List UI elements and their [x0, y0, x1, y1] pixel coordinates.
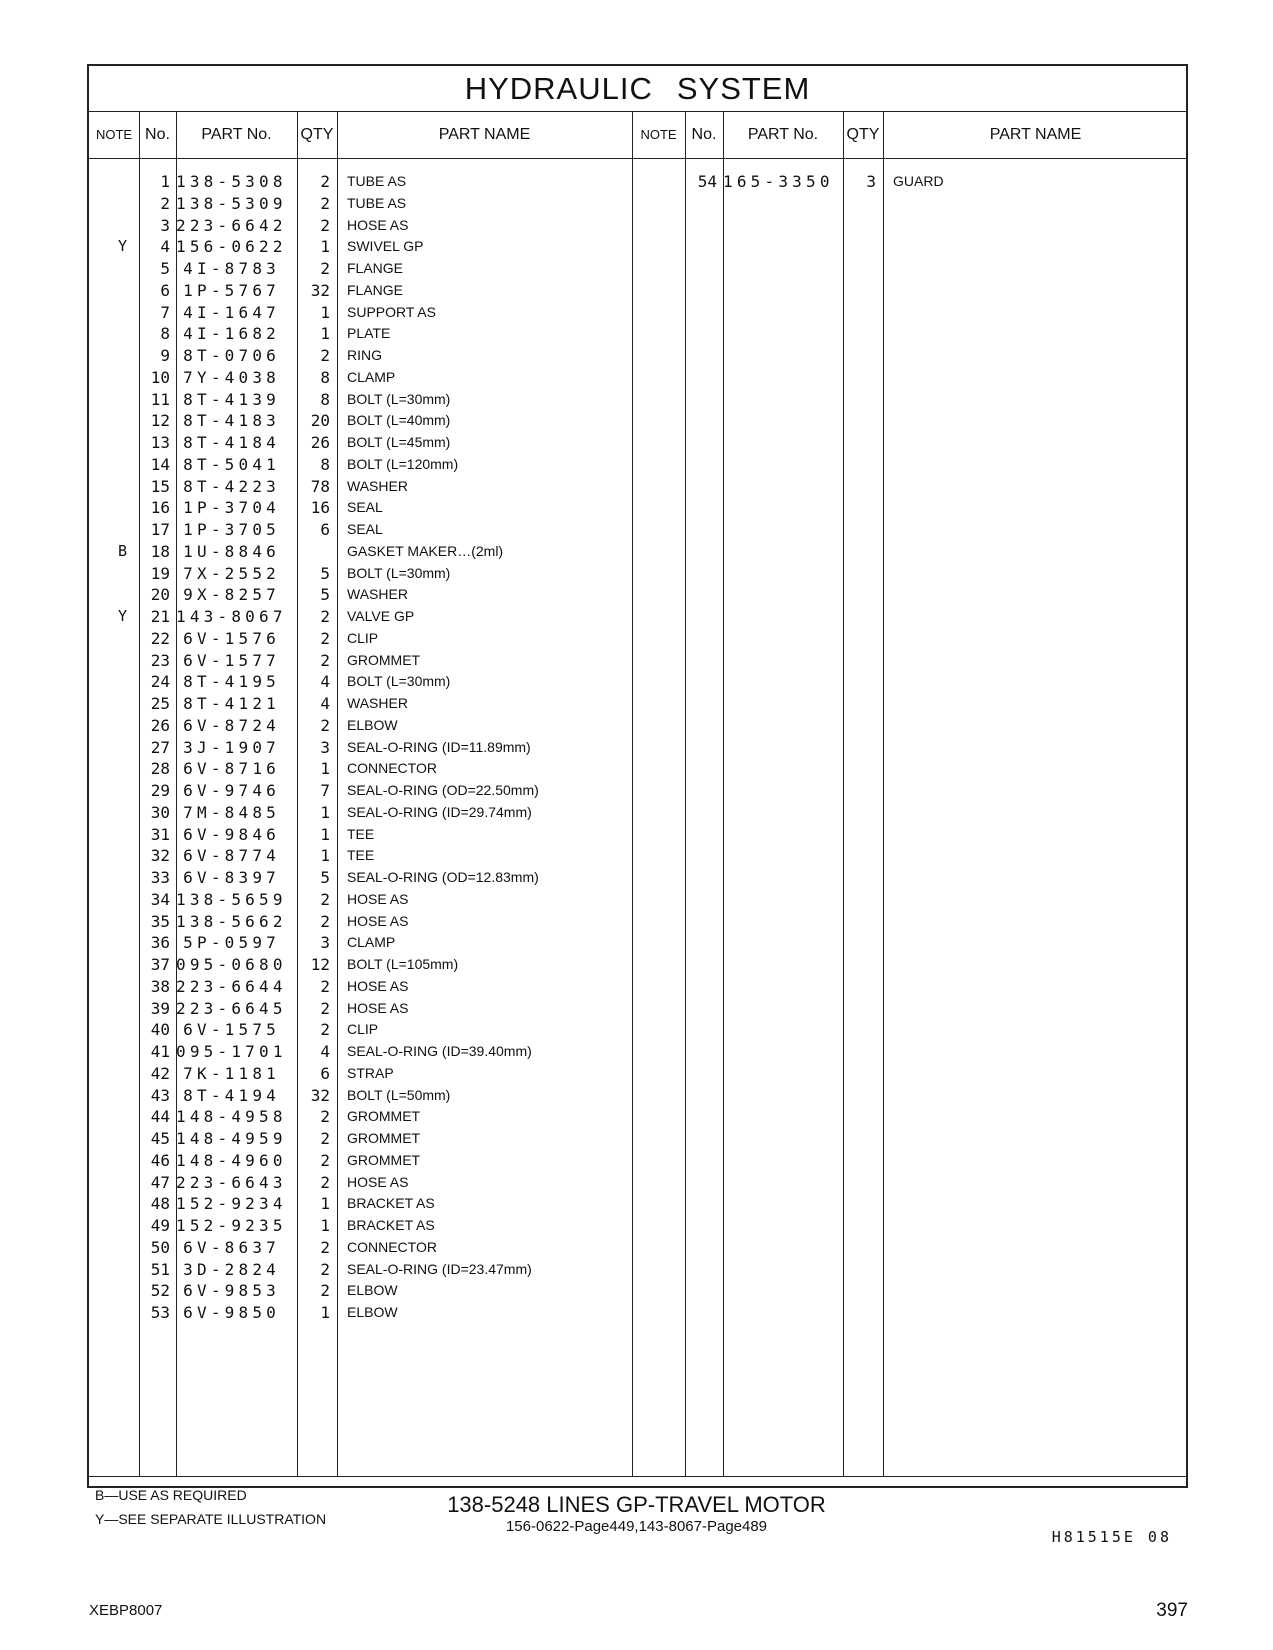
part-number: 8T-4223: [183, 476, 280, 496]
part-name: SEAL-O-RING (ID=29.74mm): [347, 803, 532, 820]
header-note-left: NOTE: [95, 127, 133, 142]
table-row: [89, 997, 1186, 1020]
table-row: [89, 779, 1186, 802]
table-row: [89, 1018, 1186, 1041]
notes-divider: [89, 1476, 1186, 1477]
note-cell: Y: [117, 237, 128, 256]
item-number: 27: [150, 737, 170, 757]
part-name: GROMMET: [347, 1151, 421, 1168]
quantity: 1: [320, 759, 330, 779]
quantity: 2: [320, 172, 330, 191]
table-row: [89, 627, 1186, 650]
item-number: 54: [697, 172, 717, 191]
quantity: 1: [320, 802, 330, 822]
table-row: [89, 322, 1186, 345]
section-title-left: HYDRAULIC: [464, 71, 653, 106]
table-row: [89, 1301, 1186, 1324]
part-name: CLAMP: [347, 934, 396, 951]
table-row: [89, 605, 1186, 628]
table-row: [89, 214, 1186, 237]
item-number: 34: [150, 889, 170, 909]
quantity: 8: [320, 367, 330, 387]
quantity: 6: [320, 1063, 330, 1083]
quantity: 2: [320, 1020, 330, 1040]
item-number: 23: [150, 650, 170, 670]
section-title-right: SYSTEM: [676, 71, 811, 106]
quantity: 78: [310, 476, 330, 496]
item-number: 21: [150, 607, 170, 626]
footnote-b: B—USE AS REQUIRED: [95, 1487, 247, 1503]
item-number: 36: [150, 933, 170, 953]
part-number: 3D-2824: [183, 1259, 280, 1279]
part-number: 8T-0706: [183, 346, 280, 365]
quantity: 5: [320, 563, 330, 583]
table-row: [89, 931, 1186, 954]
table-row: [89, 866, 1186, 889]
part-name: SEAL-O-RING (OD=22.50mm): [347, 782, 539, 798]
table-row: [89, 1149, 1186, 1172]
part-number: 6V-8397: [183, 868, 280, 887]
part-number: 6V-1577: [183, 650, 280, 670]
quantity: 2: [320, 1259, 330, 1279]
part-number: 223-6645: [176, 998, 287, 1018]
part-number: 223-6642: [176, 215, 287, 235]
item-number: 3: [160, 215, 170, 235]
item-number: 7: [160, 302, 170, 322]
item-number: 50: [150, 1237, 170, 1257]
table-row: [89, 1279, 1186, 1302]
part-number: 1U-8846: [183, 541, 280, 561]
quantity: [297, 540, 330, 563]
part-number: 148-4959: [176, 1129, 287, 1148]
item-number: 29: [150, 781, 170, 800]
part-number: 6V-8724: [183, 715, 280, 735]
quantity: 8: [320, 389, 330, 409]
quantity: 3: [320, 737, 330, 757]
header-qty-right: QTY: [846, 126, 880, 143]
table-row: [89, 431, 1186, 454]
quantity: 1: [320, 1216, 330, 1235]
table-row: [89, 301, 1186, 324]
part-name: CONNECTOR: [347, 760, 437, 777]
part-number: 7M-8485: [183, 802, 280, 822]
part-number: 138-5662: [176, 911, 287, 931]
item-number: 9: [160, 346, 170, 365]
table-row: [89, 518, 1186, 541]
quantity: 1: [320, 824, 330, 844]
part-name: HOSE AS: [347, 999, 409, 1016]
quantity: 26: [310, 433, 330, 452]
part-number: 8T-4184: [183, 433, 280, 452]
item-number: 52: [150, 1281, 170, 1301]
quantity: 5: [320, 868, 330, 887]
footnote-y: Y—SEE SEPARATE ILLUSTRATION: [95, 1511, 327, 1527]
part-number: 152-9235: [176, 1216, 287, 1235]
table-row: [89, 670, 1186, 693]
item-number: 33: [150, 868, 170, 887]
item-number: 31: [150, 824, 170, 844]
header-no-right: No.: [691, 126, 717, 143]
quantity: 4: [320, 1042, 330, 1061]
part-number: 4I-1647: [183, 302, 280, 322]
part-name: HOSE AS: [347, 912, 409, 929]
item-number: 45: [150, 1129, 170, 1148]
item-number: 41: [150, 1042, 170, 1061]
part-number: 8T-5041: [183, 454, 280, 474]
quantity: 12: [310, 955, 330, 974]
item-number: 44: [150, 1107, 170, 1127]
part-number: 7X-2552: [183, 563, 280, 583]
table-row: [89, 975, 1186, 998]
item-number: 47: [150, 1172, 170, 1192]
quantity: 2: [320, 1172, 330, 1192]
header-part-name-left: PART NAME: [438, 126, 531, 143]
quantity: 2: [320, 1237, 330, 1257]
table-row: [89, 910, 1186, 933]
parts-table-body: [89, 159, 1186, 1478]
part-name: BOLT (L=30mm): [347, 564, 451, 581]
part-name: SWIVEL GP: [347, 238, 424, 255]
part-number: 8T-4195: [183, 672, 280, 692]
item-number: 6: [160, 280, 170, 300]
table-row: [89, 235, 1186, 258]
quantity: 2: [320, 259, 330, 278]
item-number: 2: [160, 193, 170, 213]
table-row: [89, 344, 1186, 367]
part-number: 3J-1907: [183, 737, 280, 757]
table-row: [89, 1236, 1186, 1259]
quantity: 2: [320, 976, 330, 996]
part-number: 4I-8783: [183, 259, 280, 278]
part-number: 8T-4139: [183, 389, 280, 409]
part-name: STRAP: [347, 1064, 394, 1081]
quantity: 32: [310, 1085, 330, 1105]
quantity: 8: [320, 454, 330, 474]
item-number: 25: [150, 694, 170, 713]
item-number: 30: [150, 802, 170, 822]
part-number: 138-5309: [176, 193, 287, 213]
table-row: [89, 844, 1186, 867]
part-number: 7K-1181: [183, 1063, 280, 1083]
part-name: SEAL: [347, 499, 383, 516]
quantity: 2: [320, 1150, 330, 1170]
item-number: 24: [150, 672, 170, 692]
table-row: [89, 649, 1186, 672]
part-name: GASKET MAKER…(2ml): [347, 542, 504, 559]
table-row: [89, 192, 1186, 215]
table-row: [89, 366, 1186, 389]
illustration-code: H81515E 08: [1051, 1528, 1172, 1546]
quantity: 20: [310, 411, 330, 431]
part-number: 1P-3704: [183, 498, 280, 518]
quantity: 2: [320, 889, 330, 909]
part-number: 223-6643: [176, 1172, 287, 1192]
part-number: 223-6644: [176, 976, 287, 996]
item-number: 14: [150, 454, 170, 474]
part-name: BRACKET AS: [347, 1217, 435, 1233]
quantity: 2: [320, 911, 330, 931]
part-name: FLANGE: [347, 281, 404, 298]
quantity: 5: [320, 585, 330, 605]
table-row: [89, 583, 1186, 606]
quantity: 2: [320, 650, 330, 670]
header-part-no-left: PART No.: [201, 126, 272, 143]
part-name: SEAL: [347, 521, 383, 537]
item-number: 39: [150, 998, 170, 1018]
part-name: WASHER: [347, 586, 408, 603]
item-number: 12: [150, 411, 170, 431]
note-cell: Y: [117, 607, 128, 625]
part-number: 4I-1682: [183, 324, 280, 344]
group-title: 138-5248 LINES GP-TRAVEL MOTOR: [447, 1492, 826, 1517]
quantity: 4: [320, 694, 330, 713]
table-row: [89, 1062, 1186, 1085]
part-name: SEAL-O-RING (OD=12.83mm): [347, 869, 539, 885]
table-row: [89, 496, 1186, 519]
part-name: CLAMP: [347, 368, 396, 385]
part-name: BOLT (L=120mm): [347, 455, 459, 472]
quantity: 1: [320, 237, 330, 257]
part-name: BOLT (L=30mm): [347, 390, 451, 407]
table-row: [89, 388, 1186, 411]
part-number: 6V-9853: [183, 1281, 280, 1301]
table-row: [89, 801, 1186, 824]
quantity: 1: [320, 846, 330, 866]
part-number: 165-3350: [723, 172, 834, 191]
item-number: 51: [150, 1259, 170, 1279]
part-number: 7Y-4038: [183, 367, 280, 387]
part-number: 156-0622: [176, 237, 287, 257]
part-number: 6V-1575: [183, 1020, 280, 1040]
part-number: 6V-9746: [183, 781, 280, 800]
part-number: 148-4960: [176, 1150, 287, 1170]
quantity: 1: [320, 302, 330, 322]
part-name: CONNECTOR: [347, 1238, 437, 1255]
publication-code: XEBP8007: [89, 1602, 163, 1619]
quantity: 2: [320, 607, 330, 626]
item-number: 5: [160, 259, 170, 278]
quantity: 2: [320, 628, 330, 648]
quantity: 1: [320, 1194, 330, 1214]
part-number: 095-0680: [176, 955, 287, 974]
part-number: 095-1701: [176, 1042, 287, 1061]
part-name: HOSE AS: [347, 977, 409, 994]
table-row: [89, 1127, 1186, 1150]
part-number: 8T-4183: [183, 411, 280, 431]
part-name: BRACKET AS: [347, 1195, 435, 1212]
quantity: 2: [320, 1281, 330, 1301]
part-name: BOLT (L=45mm): [347, 434, 451, 450]
part-name: GROMMET: [347, 1130, 421, 1146]
part-number: 138-5308: [176, 172, 287, 191]
item-number: 38: [150, 976, 170, 996]
table-row: [89, 888, 1186, 911]
part-number: 6V-9846: [183, 824, 280, 844]
part-name: CLIP: [347, 629, 379, 646]
part-number: 148-4958: [176, 1107, 287, 1127]
part-name: HOSE AS: [347, 1173, 409, 1190]
part-number: 6V-9850: [183, 1303, 280, 1322]
item-number: 32: [150, 846, 170, 866]
table-row: [89, 170, 1186, 193]
part-name: GROMMET: [347, 651, 421, 668]
part-number: 5P-0597: [183, 933, 280, 953]
quantity: 2: [320, 346, 330, 365]
part-number: 143-8067: [176, 607, 287, 626]
part-number: 8T-4194: [183, 1085, 280, 1105]
part-name: ELBOW: [347, 1282, 398, 1299]
part-name: SEAL-O-RING (ID=23.47mm): [347, 1260, 532, 1277]
quantity: 16: [310, 498, 330, 518]
table-row: [89, 1084, 1186, 1107]
part-number: 138-5659: [176, 889, 287, 909]
table-row: [89, 692, 1186, 715]
item-number: 42: [150, 1063, 170, 1083]
part-name: HOSE AS: [347, 216, 409, 233]
table-row: [89, 279, 1186, 302]
table-row: [89, 1105, 1186, 1128]
part-name: SUPPORT AS: [347, 303, 436, 320]
quantity: 7: [320, 781, 330, 800]
part-name: TUBE AS: [347, 194, 407, 211]
table-row: [89, 953, 1186, 976]
table-row: [89, 714, 1186, 737]
item-number: 40: [150, 1020, 170, 1040]
header-part-name-right: PART NAME: [989, 126, 1082, 143]
item-number: 1: [160, 172, 170, 191]
quantity: 3: [320, 933, 330, 953]
item-number: 53: [150, 1303, 170, 1322]
part-name: RING: [347, 347, 382, 363]
table-row: [89, 409, 1186, 432]
part-name: HOSE AS: [347, 890, 409, 907]
part-name: GUARD: [893, 173, 944, 189]
group-subtitle: 156-0622-Page449,143-8067-Page489: [505, 1518, 768, 1535]
quantity: 2: [320, 215, 330, 235]
part-name: BOLT (L=40mm): [347, 412, 451, 429]
part-name: ELBOW: [347, 1304, 398, 1320]
part-name: TUBE AS: [347, 173, 407, 189]
quantity: 3: [866, 172, 876, 191]
part-name: BOLT (L=50mm): [347, 1086, 451, 1103]
part-name: WASHER: [347, 477, 408, 494]
item-number: 28: [150, 759, 170, 779]
table-row: [89, 1171, 1186, 1194]
table-row: [89, 1214, 1186, 1237]
section-title: [89, 66, 1186, 112]
item-number: 11: [150, 389, 170, 409]
quantity: 4: [320, 672, 330, 692]
part-number: 152-9234: [176, 1194, 287, 1214]
table-row: [89, 1258, 1186, 1281]
quantity: 2: [320, 715, 330, 735]
page-number: 397: [1156, 1600, 1188, 1621]
quantity: 2: [320, 1129, 330, 1148]
part-name: SEAL-O-RING (ID=11.89mm): [347, 738, 531, 755]
item-number: 17: [150, 520, 170, 539]
quantity: 2: [320, 1107, 330, 1127]
part-name: VALVE GP: [347, 608, 415, 624]
quantity: 1: [320, 1303, 330, 1322]
item-number: 22: [150, 628, 170, 648]
item-number: 8: [160, 324, 170, 344]
part-name: FLANGE: [347, 260, 404, 276]
item-number: 15: [150, 476, 170, 496]
table-row: [89, 1040, 1186, 1063]
quantity: 1: [320, 324, 330, 344]
part-name: PLATE: [347, 325, 391, 342]
item-number: 20: [150, 585, 170, 605]
item-number: 48: [150, 1194, 170, 1214]
note-cell: [632, 170, 685, 193]
table-row: [89, 540, 1186, 563]
part-name: WASHER: [347, 695, 408, 711]
part-number: 1P-5767: [183, 280, 280, 300]
quantity: 2: [320, 998, 330, 1018]
item-number: 26: [150, 715, 170, 735]
table-row: [89, 475, 1186, 498]
item-number: 13: [150, 433, 170, 452]
table-row: [89, 453, 1186, 476]
part-name: GROMMET: [347, 1108, 421, 1125]
item-number: 18: [150, 541, 170, 561]
note-cell: B: [117, 541, 128, 560]
item-number: 4: [160, 237, 170, 257]
header-qty-left: QTY: [300, 126, 334, 143]
item-number: 37: [150, 955, 170, 974]
part-number: 8T-4121: [183, 694, 280, 713]
part-name: BOLT (L=30mm): [347, 673, 451, 690]
item-number: 16: [150, 498, 170, 518]
quantity: 32: [310, 280, 330, 300]
table-header: [89, 112, 1186, 159]
quantity: 6: [320, 520, 330, 539]
quantity: 2: [320, 193, 330, 213]
part-name: BOLT (L=105mm): [347, 956, 459, 972]
item-number: 46: [150, 1150, 170, 1170]
part-number: 6V-1576: [183, 628, 280, 648]
table-row: [89, 257, 1186, 280]
part-number: 9X-8257: [183, 585, 280, 605]
part-name: SEAL-O-RING (ID=39.40mm): [347, 1043, 532, 1059]
header-note-right: NOTE: [640, 127, 677, 142]
header-no-left: No.: [145, 126, 170, 143]
table-row: [89, 757, 1186, 780]
item-number: 49: [150, 1216, 170, 1235]
part-number: 6V-8716: [183, 759, 280, 779]
part-number: 1P-3705: [183, 520, 280, 539]
table-row: [89, 736, 1186, 759]
item-number: 43: [150, 1085, 170, 1105]
part-name: TEE: [347, 825, 375, 842]
table-row: [89, 1192, 1186, 1215]
part-number: 6V-8637: [183, 1237, 280, 1257]
table-row: [89, 562, 1186, 585]
part-number: 6V-8774: [183, 846, 280, 866]
item-number: 35: [150, 911, 170, 931]
item-number: 10: [150, 367, 170, 387]
part-name: ELBOW: [347, 716, 398, 733]
part-name: TEE: [347, 847, 375, 864]
item-number: 19: [150, 563, 170, 583]
table-row: [89, 823, 1186, 846]
part-name: CLIP: [347, 1021, 379, 1038]
header-part-no-right: PART No.: [747, 126, 819, 143]
